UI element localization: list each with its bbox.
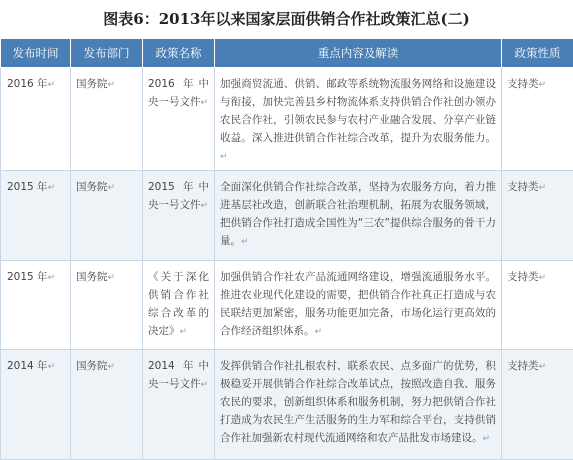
cell-name: 《关于深化供销合作社综合改革的决定》↵	[143, 261, 215, 350]
cell-content: 全面深化供销合作社综合改革，坚持为农服务方向，着力推进基层社改造，创新联合社治理机制，拓展为农服务领域，把供销合作社打造成全国性为“三农”提供综合服务的骨干力量。↵	[215, 171, 502, 261]
header-name: 政策名称	[143, 39, 215, 68]
cell-nature: 支持类↵	[502, 68, 573, 171]
header-dept: 发布部门	[71, 39, 143, 68]
cell-name: 2016 年中央一号文件↵	[143, 68, 215, 171]
policy-table	[0, 38, 573, 460]
header-nature: 政策性质	[502, 39, 573, 68]
cell-name: 2015 年中央一号文件↵	[143, 171, 215, 261]
page-title: 图表6：2013年以来国家层面供销合作社政策汇总(二)	[0, 0, 573, 38]
cell-dept: 国务院↵	[71, 261, 143, 350]
table-row	[1, 350, 573, 460]
cell-content: 发挥供销合作社扎根农村、联系农民、点多面广的优势，积极稳妥开展供销合作社综合改革试点，按照改造自我、服务农民的要求，创新组织体系和服务机制，努力把供销合作社打造成为农民生产生活服务的生力军和综合平台，支持供销合作社加强新农村现代流通网络和农产品批发市场建设。↵	[215, 350, 502, 460]
table-row	[1, 261, 573, 350]
cell-dept: 国务院↵	[71, 68, 143, 171]
cell-content: 加强供销合作社农产品流通网络建设，增强流通服务水平。推进农业现代化建设的需要，把供销合作社真正打造成与农民联结更加紧密，服务功能更加完备，市场化运行更高效的合作经济组织体系。↵	[215, 261, 502, 350]
cell-nature: 支持类↵	[502, 261, 573, 350]
cell-content: 加强商贸流通、供销、邮政等系统物流服务网络和设施建设与衔接，加快完善县乡村物流体系支持供销合作社创办领办农民合作社，引领农民参与农村产业融合发展、分享产业链收益。深入推进供销合作社综合改革，提升为农服务能力。↵	[215, 68, 502, 171]
table-row	[1, 68, 573, 171]
cell-time: 2015 年↵	[1, 171, 71, 261]
cell-time: 2016 年↵	[1, 68, 71, 171]
cell-time: 2014 年↵	[1, 350, 71, 460]
cell-nature: 支持类↵	[502, 350, 573, 460]
cell-dept: 国务院↵	[71, 171, 143, 261]
cell-name: 2014 年中央一号文件↵	[143, 350, 215, 460]
table-header-row	[1, 39, 573, 68]
table-row	[1, 171, 573, 261]
cell-dept: 国务院↵	[71, 350, 143, 460]
header-content: 重点内容及解读	[215, 39, 502, 68]
cell-nature: 支持类↵	[502, 171, 573, 261]
cell-time: 2015 年↵	[1, 261, 71, 350]
header-time: 发布时间	[1, 39, 71, 68]
